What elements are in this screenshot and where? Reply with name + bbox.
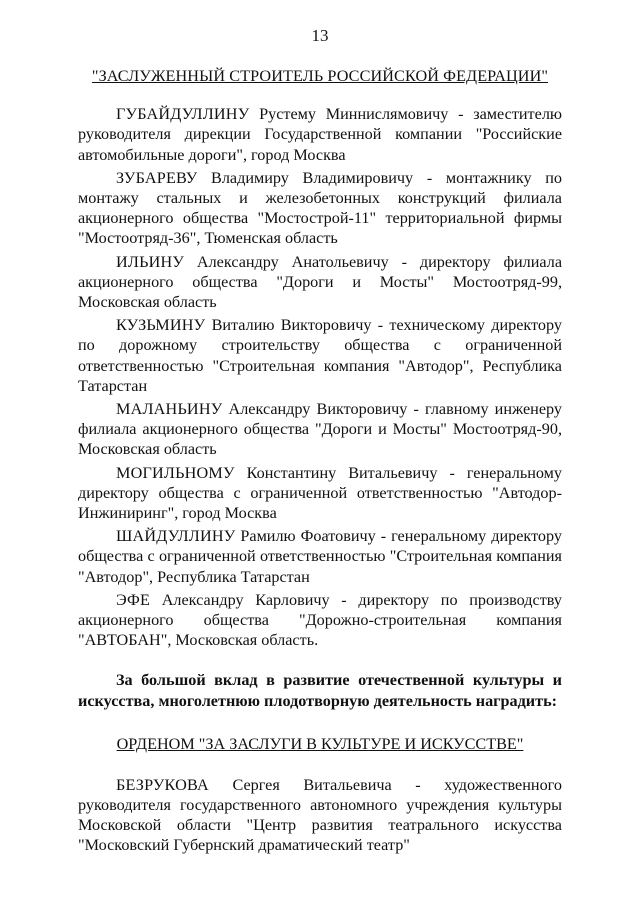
awardee-details: Рамилю Фоатовичу - генеральному директору общества с ограниченной ответственностью "Строительная компания "Автодор", Республика Татарстан [78,527,562,586]
awardee-entry [78,463,562,524]
awardee-entry [78,590,562,651]
awardee-surname: ЭФЕ [116,590,151,609]
awardee-surname: МАЛАНЬИНУ [116,400,223,419]
awardee-details: Владимиру Владимировичу - монтажнику по монтажу стальных и железобетонных конструкций филиала акционерного общества "Мостострой-11" территориальной фирмы "Мостоотряд-36", Тюменская область [78,168,562,248]
awardee-surname: КУЗЬМИНУ [116,316,206,335]
awardee-entry [78,526,562,587]
awardee-surname: ШАЙДУЛЛИНУ [116,527,236,546]
awardee-details: Александру Викторовичу - главному инженеру филиала акционерного общества "Дороги и Мосты" Мостоотряд-90, Московская область [78,400,562,459]
awardee-list-builders [78,104,562,650]
award-title-order-culture: ОРДЕНОМ "ЗА ЗАСЛУГИ В КУЛЬТУРЕ И ИСКУССТВЕ" [116,735,524,754]
awardee-entry [78,104,562,165]
document-body [78,66,562,856]
awardee-surname: БЕЗРУКОВА [116,775,209,794]
awardee-surname: ЗУБАРЕВУ [116,168,198,187]
awardee-entry [78,399,562,460]
awardee-details: Виталию Викторовичу - техническому директору по дорожному строительству общества с ограниченной ответственностью "Строительная компания "Автодор", Республика Татарстан [78,316,562,395]
awardee-details: Сергея Витальевича - художественного руководителя государственного автономного учреждения культуры Московской области "Центр развития театрального искусства "Московский Губернский драматический театр" [78,775,562,855]
page-number: 13 [311,26,329,45]
awardee-details: Константину Витальевичу - генеральному директору общества с ограниченной ответственностью "Автодор-Инжиниринг", город Москва [78,463,562,523]
awardee-entry [78,315,562,396]
awardee-details: Рустему Миннислямовичу - заместителю руководителя дирекции Государственной компании "Российские автомобильные дороги", город Москва [78,105,562,164]
awardee-list-culture [78,775,562,856]
awardee-details: Александру Карловичу - директору по производству акционерного общества "Дорожно-строительная компания "АВТОБАН", Московская область. [78,590,562,650]
awardee-details: Александру Анатольевичу - директору филиала акционерного общества "Дороги и Мосты" Мостоотряд-99, Московская область [78,252,562,312]
award-title-honored-builder: "ЗАСЛУЖЕННЫЙ СТРОИТЕЛЬ РОССИЙСКОЙ ФЕДЕРАЦИИ" [91,67,549,85]
awardee-surname: ГУБАЙДУЛЛИНУ [116,105,250,124]
awardee-surname: ИЛЬИНУ [116,252,185,271]
awardee-surname: МОГИЛЬНОМУ [116,463,235,482]
awardee-entry [78,775,562,856]
awardee-entry [78,252,562,313]
decree-paragraph: За большой вклад в развитие отечественной культуры и искусства, многолетнюю плодотворную деятельность наградить: [78,671,562,710]
awardee-entry [78,168,562,249]
